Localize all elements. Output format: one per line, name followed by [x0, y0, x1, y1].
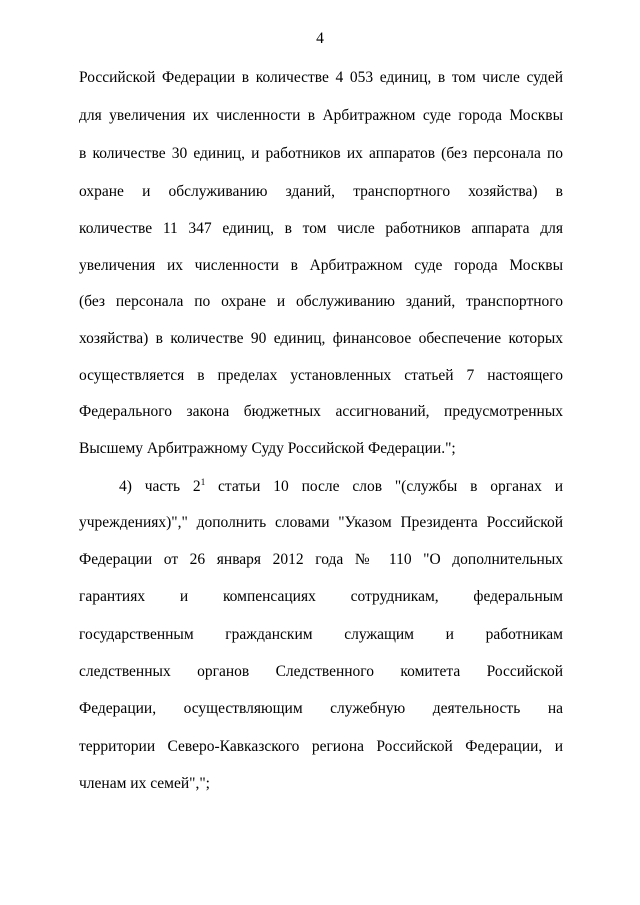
text-line: охране и обслуживанию зданий, транспортного хозяйства) в: [79, 183, 563, 200]
text-line: государственным гражданским служащим и работникам: [79, 626, 563, 643]
text-line: Федерации, осуществляющим служебную деятельность на: [79, 700, 563, 717]
text-line: количестве 11 347 единиц, в том числе работников аппарата для: [79, 220, 563, 237]
text-line: увеличения их численности в Арбитражном суде города Москвы: [79, 257, 563, 274]
text-line: (без персонала по охране и обслуживанию зданий, транспортного: [79, 293, 563, 310]
text-line: следственных органов Следственного комитета Российской: [79, 663, 563, 680]
page-number: 4: [316, 30, 324, 47]
text-line: территории Северо-Кавказского региона Российской Федерации, и: [79, 738, 563, 755]
text-line: гарантиях и компенсациях сотрудникам, федеральным: [79, 588, 563, 605]
text-line: в количестве 30 единиц, и работников их аппаратов (без персонала по: [79, 145, 563, 162]
text-line: учреждениях)"," дополнить словами "Указом Президента Российской: [79, 514, 563, 531]
text-line: [119, 477, 563, 497]
superscript: 1: [200, 476, 206, 487]
item-number-text: 4) часть 2: [119, 478, 201, 495]
text-line: хозяйства) в количестве 90 единиц, финансовое обеспечение которых: [79, 330, 563, 347]
item-text: статьи 10 после слов "(службы в органах и: [205, 478, 563, 495]
text-line: для увеличения их численности в Арбитражном суде города Москвы: [79, 107, 563, 124]
text-line: осуществляется в пределах установленных статьей 7 настоящего: [79, 367, 563, 384]
text-line: Федерального закона бюджетных ассигнований, предусмотренных: [79, 403, 563, 420]
text-line: членам их семей",";: [79, 775, 210, 792]
text-line: Российской Федерации в количестве 4 053 единиц, в том числе судей: [79, 69, 563, 86]
text-line: Федерации от 26 января 2012 года № 110 "О дополнительных: [79, 551, 563, 568]
text-line: Высшему Арбитражному Суду Российской Федерации.";: [79, 440, 456, 457]
